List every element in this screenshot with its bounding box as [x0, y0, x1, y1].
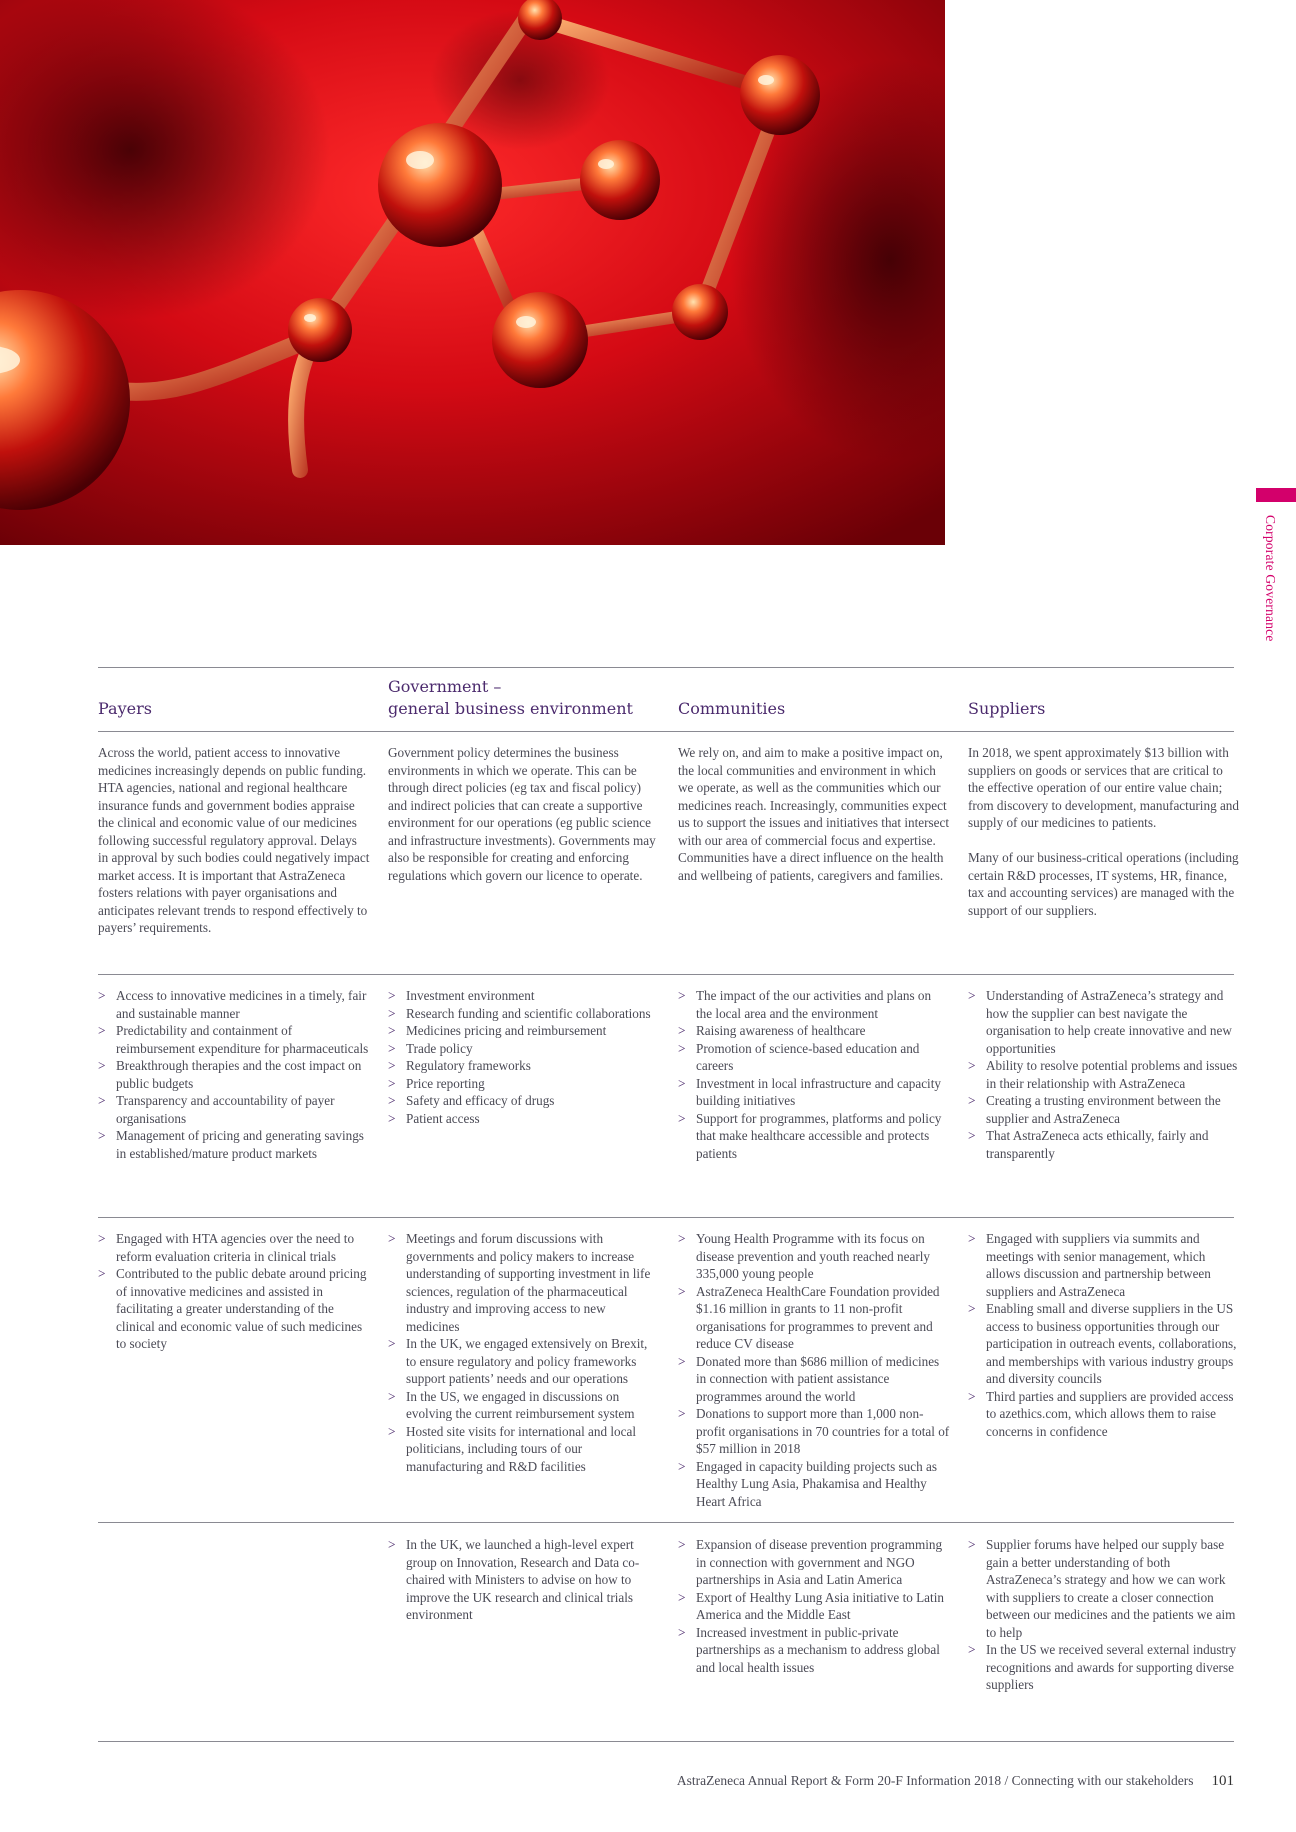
column-header-communities: Communities [678, 699, 786, 718]
intro-paragraph: In 2018, we spent approximately $13 billion with suppliers on goods or services that are critical to the effective operation of our entire value chain; from discovery to development, manufacturing and supply of our medicines to patients. [968, 745, 1239, 830]
list-item-text: Safety and efficacy of drugs [406, 1093, 555, 1108]
table-bottom-rule [98, 1741, 1234, 1742]
list-item [968, 1127, 1240, 1162]
bullet-list [388, 1536, 660, 1624]
list-item-text: In the UK, we engaged extensively on Brexit, to ensure regulatory and policy frameworks support patients’ needs and our operations [406, 1336, 648, 1386]
bullet-marker: > [678, 1589, 686, 1605]
page-number: 101 [1211, 1773, 1234, 1789]
list-item-text: Engaged in capacity building projects such as Healthy Lung Asia, Phakamisa and Healthy Heart Africa [696, 1458, 937, 1509]
list-item [678, 1283, 950, 1353]
bullet-list [388, 1230, 660, 1475]
list-item [388, 1388, 660, 1423]
list-item-text: Transparency and accountability of payer organisations [116, 1093, 335, 1126]
bullet-marker: > [968, 1642, 976, 1657]
list-item [968, 1230, 1240, 1300]
list-item-text: Donations to support more than 1,000 non-profit organisations in 70 countries for a total of $57 million in 2018 [696, 1406, 950, 1456]
list-item [388, 1040, 660, 1058]
concerns-government [388, 987, 660, 1127]
bullet-marker: > [968, 1058, 976, 1073]
bullet-marker: > [678, 1110, 686, 1126]
list-item-text: Donated more than $686 million of medicines in connection with patient assistance programmes around the world [696, 1353, 940, 1404]
list-item [388, 1423, 660, 1476]
engagement-communities [678, 1230, 950, 1510]
list-item [678, 1230, 950, 1283]
list-item [388, 1335, 660, 1388]
list-item-text: Supplier forums have helped our supply base gain a better understanding of both AstraZeneca’s strategy and how we can work with suppliers to create a closer connection between our medicines and the patients we aim to help [986, 1537, 1236, 1640]
list-item-text: In the US, we engaged in discussions on evolving the current reimbursement system [406, 1388, 635, 1421]
bullet-marker: > [98, 1128, 106, 1143]
concerns-communities [678, 987, 950, 1162]
bullet-marker: > [678, 1458, 686, 1474]
list-item-text: Meetings and forum discussions with governments and policy makers to increase understanding of supporting investment in life sciences, regulation of the pharmaceutical industry and improving access to new medicines [406, 1231, 651, 1334]
hero-molecule-image [0, 0, 945, 545]
list-item-text: Promotion of science-based education and careers [696, 1040, 920, 1073]
intro-payers [98, 744, 370, 937]
intro-communities [678, 744, 950, 884]
bullet-marker: > [388, 1005, 396, 1021]
footer-title: AstraZeneca Annual Report & Form 20-F Information 2018 / Connecting with our stakeholders [676, 1773, 1194, 1788]
list-item [678, 1040, 950, 1075]
list-item [388, 1230, 660, 1335]
list-item-text: Engaged with suppliers via summits and meetings with senior management, which allows discussion and partnership between suppliers and AstraZeneca [986, 1231, 1211, 1299]
list-item-text: The impact of the our activities and plans on the local area and the environment [696, 988, 932, 1021]
bullet-marker: > [968, 1231, 976, 1246]
list-item-text: Raising awareness of healthcare [696, 1023, 866, 1038]
list-item [678, 1589, 950, 1624]
bullet-marker: > [388, 1093, 396, 1108]
list-item [678, 1624, 950, 1677]
list-item-text: Hosted site visits for international and local politicians, including tours of our manufacturing and R&D facilities [406, 1423, 636, 1474]
bullet-marker: > [98, 1231, 106, 1246]
list-item-text: In the UK, we launched a high-level expert group on Innovation, Research and Data co-chaired with Ministers to advise on how to improve the UK research and clinical trials environment [406, 1537, 640, 1622]
bullet-marker: > [968, 1128, 976, 1143]
page-footer [677, 1773, 1234, 1790]
list-item [98, 987, 370, 1022]
bullet-marker: > [388, 1058, 396, 1073]
bullet-marker: > [388, 1537, 396, 1552]
bullet-marker: > [98, 1266, 106, 1281]
bullet-marker: > [968, 1093, 976, 1108]
list-item-text: Contributed to the public debate around pricing of innovative medicines and assisted in facilitating a greater understanding of the clinical and economic value of such medicines to society [116, 1266, 367, 1351]
bullet-list [388, 987, 660, 1127]
list-item-text: Understanding of AstraZeneca’s strategy and how the supplier can best navigate the organisation to help create innovative and new opportunities [986, 988, 1232, 1056]
list-item [678, 1458, 950, 1511]
list-item [388, 1536, 660, 1624]
bullet-marker: > [678, 1353, 686, 1369]
bullet-marker: > [968, 988, 976, 1003]
bullet-marker: > [968, 1388, 976, 1404]
bullet-marker: > [388, 1040, 396, 1056]
molecule-illustration [0, 0, 945, 545]
list-item-text: Investment in local infrastructure and capacity building initiatives [696, 1075, 941, 1108]
bullet-list [678, 1230, 950, 1510]
bullet-marker: > [678, 988, 686, 1003]
list-item-text: Predictability and containment of reimbursement expenditure for pharmaceuticals [116, 1023, 369, 1056]
list-item-text: Third parties and suppliers are provided access to azethics.com, which allows them to raise concerns in confidence [986, 1388, 1234, 1439]
concerns-suppliers [968, 987, 1240, 1162]
list-item [388, 1022, 660, 1040]
list-item [678, 1353, 950, 1406]
list-item [388, 1005, 660, 1023]
row-rule-2 [98, 1217, 1234, 1218]
list-item-text: Increased investment in public-private partnerships as a mechanism to address global and local health issues [696, 1624, 940, 1675]
table-top-rule [98, 667, 1234, 668]
column-header-suppliers: Suppliers [968, 699, 1046, 718]
list-item [968, 1536, 1240, 1641]
list-item [98, 1265, 370, 1353]
intro-paragraph: Across the world, patient access to innovative medicines increasingly depends on public funding. HTA agencies, national and regional healthcare insurance funds and government bodies appraise the clinical and economic value of our medicines following successful regulatory approval. Delays in approval by such bodies could negatively impact market access. It is important that AstraZeneca fosters relations with payer organisations and anticipates relevant trends to respond effectively to payers’ requirements. [98, 745, 370, 935]
bullet-list [98, 1230, 370, 1353]
list-item [968, 987, 1240, 1057]
column-header-government: Government – general business environment [388, 677, 633, 718]
outcomes-government [388, 1536, 660, 1624]
bullet-marker: > [98, 1023, 106, 1038]
list-item [98, 1092, 370, 1127]
bullet-marker: > [388, 1423, 396, 1439]
section-marker [1256, 488, 1296, 502]
list-item [678, 1405, 950, 1458]
bullet-marker: > [388, 1075, 396, 1091]
list-item-text: Creating a trusting environment between the supplier and AstraZeneca [986, 1093, 1221, 1126]
bullet-marker: > [678, 1624, 686, 1640]
list-item-text: Management of pricing and generating savings in established/mature product markets [116, 1128, 364, 1161]
list-item-text: Trade policy [406, 1040, 473, 1056]
list-item [968, 1641, 1240, 1694]
list-item-text: Export of Healthy Lung Asia initiative to Latin America and the Middle East [696, 1589, 944, 1622]
bullet-marker: > [678, 1075, 686, 1091]
intro-suppliers [968, 744, 1240, 919]
list-item-text: Medicines pricing and reimbursement [406, 1023, 607, 1038]
list-item-text: In the US we received several external industry recognitions and awards for supporting diverse suppliers [986, 1642, 1237, 1692]
bullet-marker: > [968, 1537, 976, 1552]
header-rule [98, 731, 1234, 732]
list-item [98, 1230, 370, 1265]
list-item [678, 1075, 950, 1110]
bullet-marker: > [678, 1023, 686, 1038]
bullet-marker: > [388, 1023, 396, 1038]
bullet-marker: > [388, 988, 396, 1003]
bullet-marker: > [678, 1406, 686, 1421]
bullet-marker: > [388, 1110, 396, 1126]
bullet-marker: > [678, 1231, 686, 1246]
bullet-marker: > [388, 1231, 396, 1246]
list-item-text: Regulatory frameworks [406, 1058, 531, 1073]
list-item-text: Research funding and scientific collaborations [406, 1005, 651, 1021]
bullet-list [678, 1536, 950, 1676]
list-item-text: Ability to resolve potential problems and issues in their relationship with AstraZeneca [986, 1058, 1238, 1091]
intro-paragraph: Many of our business-critical operations (including certain R&D processes, IT systems, HR, finance, tax and accounting services) are managed with the support of our suppliers. [968, 850, 1239, 918]
bullet-list [678, 987, 950, 1162]
bullet-list [968, 1536, 1240, 1694]
list-item [968, 1092, 1240, 1127]
intro-paragraph: We rely on, and aim to make a positive impact on, the local communities and environment in which we operate, as well as the communities which our medicines reach. Increasingly, communities expect us to support the issues and initiatives that intersect with our area of commercial focus and expertise. Communities have a direct influence on the health and wellbeing of patients, caregivers and families. [678, 745, 950, 883]
column-header-payers: Payers [98, 699, 152, 718]
list-item-text: Enabling small and diverse suppliers in the US access to business opportunities through our participation in outreach events, collaborations, and memberships with various industry groups and diversity councils [986, 1301, 1237, 1386]
row-rule-3 [98, 1522, 1234, 1523]
list-item-text: Expansion of disease prevention programming in connection with government and NGO partnerships in Asia and Latin America [696, 1537, 943, 1587]
bullet-marker: > [678, 1040, 686, 1056]
list-item-text: AstraZeneca HealthCare Foundation provided $1.16 million in grants to 11 non-profit organisations for programmes to prevent and reduce CV disease [696, 1283, 940, 1351]
bullet-marker: > [678, 1537, 686, 1552]
intro-paragraph: Government policy determines the business environments in which we operate. This can be through direct policies (eg tax and fiscal policy) and indirect policies that can create a supportive environment for our operations (eg public science and infrastructure investments). Governments may also be responsible for creating and enforcing regulations which govern our licence to operate. [388, 745, 656, 883]
list-item [968, 1057, 1240, 1092]
intro-government [388, 744, 660, 884]
list-item [388, 1110, 660, 1128]
bullet-marker: > [968, 1301, 976, 1316]
list-item [98, 1057, 370, 1092]
list-item-text: Young Health Programme with its focus on disease prevention and youth reached nearly 335,000 young people [696, 1231, 930, 1281]
bullet-marker: > [98, 1093, 106, 1108]
list-item [388, 987, 660, 1005]
list-item [388, 1057, 660, 1075]
list-item-text: Breakthrough therapies and the cost impact on public budgets [116, 1058, 362, 1091]
list-item [678, 1022, 950, 1040]
list-item-text: That AstraZeneca acts ethically, fairly and transparently [986, 1128, 1209, 1161]
bullet-list [968, 987, 1240, 1162]
list-item [98, 1127, 370, 1162]
bullet-marker: > [678, 1283, 686, 1299]
list-item-text: Patient access [406, 1110, 480, 1126]
bullet-marker: > [388, 1388, 396, 1404]
list-item [98, 1022, 370, 1057]
outcomes-suppliers [968, 1536, 1240, 1694]
list-item-text: Investment environment [406, 988, 535, 1003]
engagement-payers [98, 1230, 370, 1353]
list-item-text: Price reporting [406, 1075, 485, 1091]
bullet-list [968, 1230, 1240, 1440]
bullet-marker: > [98, 1058, 106, 1073]
list-item [968, 1300, 1240, 1388]
outcomes-communities [678, 1536, 950, 1676]
list-item [678, 1110, 950, 1163]
list-item-text: Access to innovative medicines in a timely, fair and sustainable manner [116, 988, 367, 1021]
list-item-text: Support for programmes, platforms and policy that make healthcare accessible and protects patients [696, 1110, 942, 1161]
concerns-payers [98, 987, 370, 1162]
bullet-marker: > [388, 1336, 396, 1351]
list-item [678, 1536, 950, 1589]
engagement-government [388, 1230, 660, 1475]
list-item [388, 1075, 660, 1093]
bullet-list [98, 987, 370, 1162]
engagement-suppliers [968, 1230, 1240, 1440]
list-item [678, 987, 950, 1022]
bullet-marker: > [98, 988, 106, 1003]
list-item-text: Engaged with HTA agencies over the need to reform evaluation criteria in clinical trials [116, 1231, 355, 1264]
row-rule-1 [98, 974, 1234, 975]
side-section-label: Corporate Governance [1263, 515, 1278, 642]
list-item [968, 1388, 1240, 1441]
list-item [388, 1092, 660, 1110]
